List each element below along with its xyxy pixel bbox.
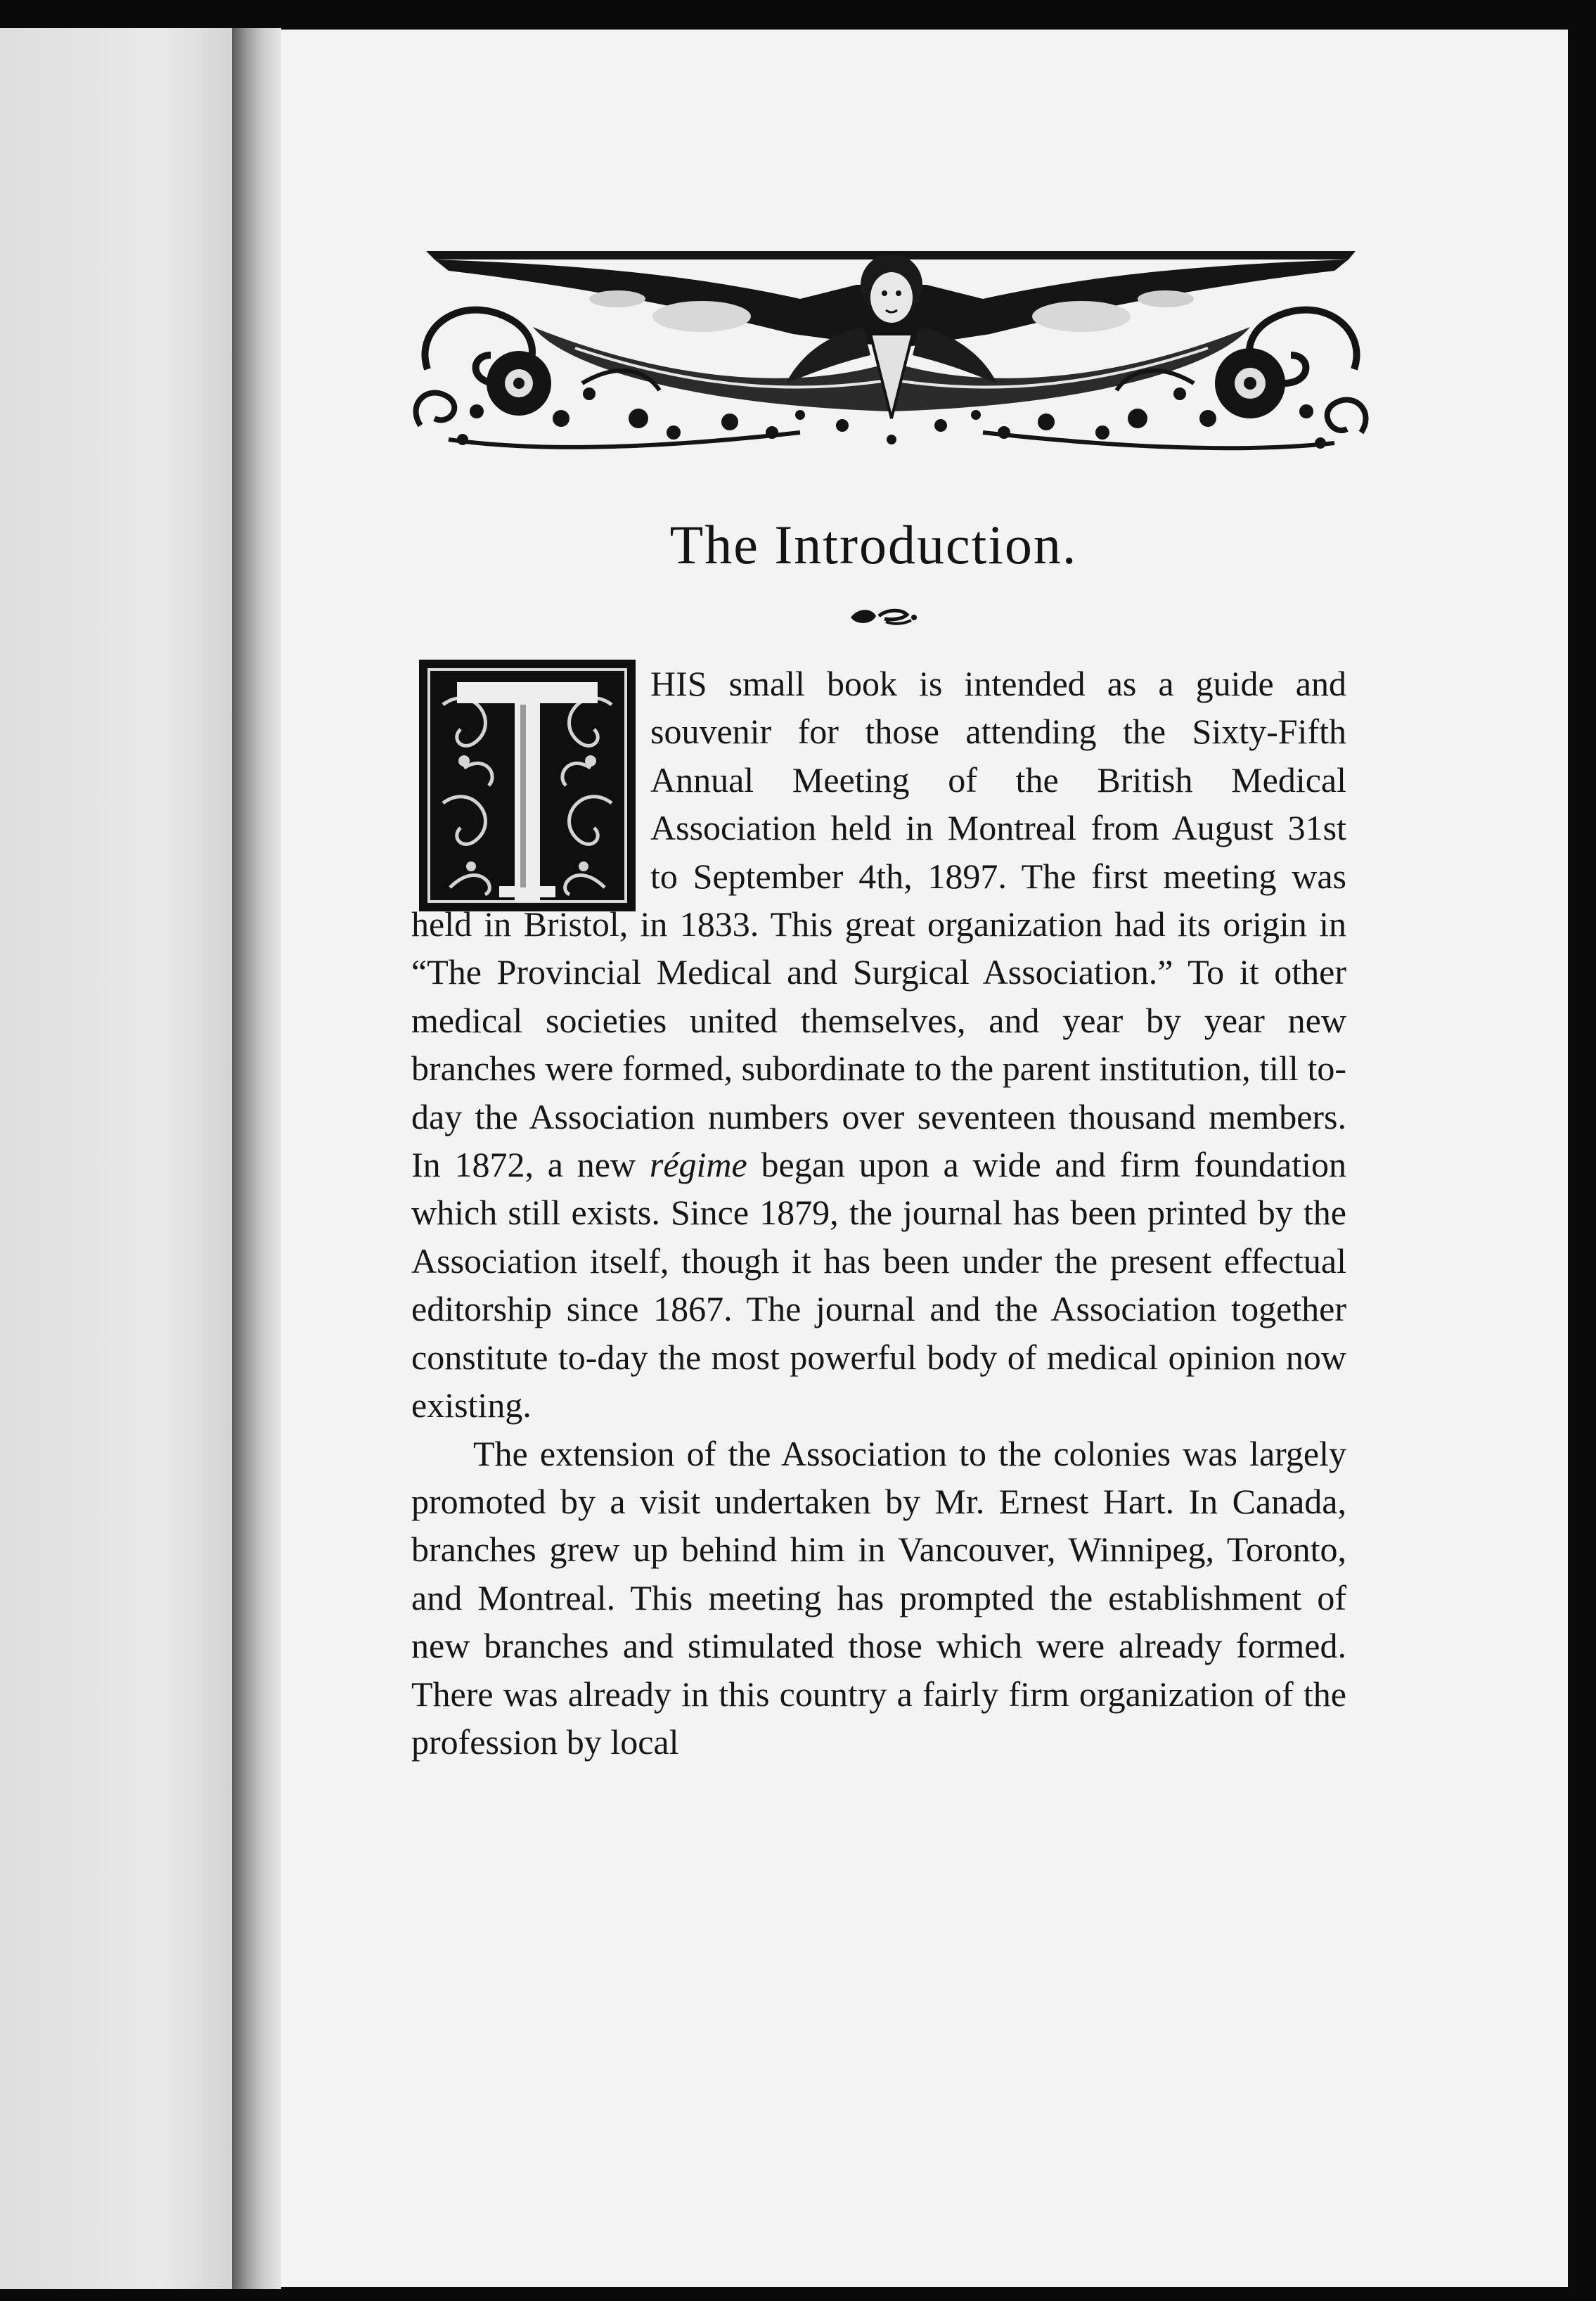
article-body: [411, 660, 1346, 1766]
facing-page: [0, 28, 232, 2289]
ornamental-headpiece-icon: [406, 243, 1375, 461]
paragraph-1: [411, 660, 1346, 1430]
dropcap-space: [411, 660, 638, 897]
page-title: The Introduction.: [669, 514, 1078, 575]
fleuron-icon: [844, 603, 921, 629]
paragraph-1-lead: HIS small book is intended as a guide and souvenir for those attending the Sixty-Fifth Annual Meeting of the British Medical Association held in Montreal from August 31st to September 4th, 1897. The first meeting was held in Bristol, in 1833. This great organization had its origin in “The Provincial Medical and Surgical Association.” To it other medical societies united themselves, and year by year new branches were formed, subordinate to the parent institution, till to-day the Association numbers over seventeen thousand members. In 1872, a new: [411, 664, 1346, 1185]
paragraph-1-tail: began upon a wide and firm foundation which still exists. Since 1879, the journal has been printed by the Association itself, though it has been under the present effectual editorship since 1867. The journal and the Association together constitute to-day the most powerful body of medical opinion now existing.: [411, 1145, 1347, 1425]
italic-word: régime: [649, 1145, 747, 1185]
paragraph-2: The extension of the Association to the colonies was largely promoted by a visit undertaken by Mr. Ernest Hart. In Canada, branches grew up behind him in Vancouver, Winnipeg, Toronto, and Montreal. This meeting has prompted the establishment of new branches and stimulated those which were already formed. There was already in this country a fairly firm organization of the profession by local: [411, 1433, 1346, 1762]
book-gutter: [232, 28, 281, 2289]
